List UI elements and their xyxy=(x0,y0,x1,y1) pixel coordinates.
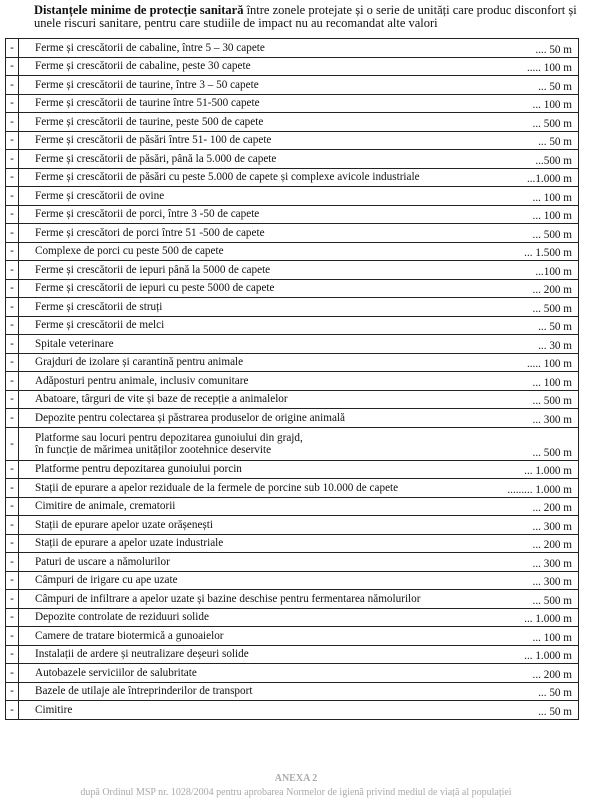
row-content xyxy=(19,335,579,354)
row-dash: - xyxy=(6,76,19,95)
row-distance: ... 500 m xyxy=(532,594,572,607)
row-dash: - xyxy=(6,571,19,590)
table-row xyxy=(6,701,579,720)
row-content xyxy=(19,409,579,428)
heading-rest: între zonele protejate și o serie de unități care produc disconfort și unele riscuri sanitare, pentru care studiile de impact nu au recomandat alte valori xyxy=(34,3,577,30)
row-label: Ferme și crescătorii de melci xyxy=(35,319,165,332)
row-content xyxy=(19,353,579,372)
row-content xyxy=(19,701,579,720)
table-row xyxy=(6,279,579,298)
table-row xyxy=(6,390,579,409)
table-row xyxy=(6,335,579,354)
row-dash: - xyxy=(6,224,19,243)
row-content xyxy=(19,261,579,280)
row-dash: - xyxy=(6,335,19,354)
row-content xyxy=(19,645,579,664)
row-content xyxy=(19,224,579,243)
row-label: Ferme și crescătorii de cabaline, între 5 – 30 capete xyxy=(35,41,265,54)
row-distance: ... 100 m xyxy=(532,376,572,389)
row-content xyxy=(19,479,579,498)
row-label: Ferme și crescătorii de taurine între 51-500 capete xyxy=(35,97,260,110)
table-row xyxy=(6,460,579,479)
row-label: Adăposturi pentru animale, inclusiv comunitare xyxy=(35,374,249,387)
table-row xyxy=(6,372,579,391)
row-label: Grajduri de izolare și carantină pentru animale xyxy=(35,356,244,369)
row-content xyxy=(19,664,579,683)
row-dash: - xyxy=(6,205,19,224)
row-distance: ... 50 m xyxy=(538,321,572,333)
row-label: Depozite pentru colectarea și păstrarea produselor de origine animală xyxy=(35,411,345,424)
row-dash: - xyxy=(6,497,19,516)
row-dash: - xyxy=(6,664,19,683)
table-row xyxy=(6,298,579,317)
row-distance: ... 300 m xyxy=(532,557,572,570)
row-dash: - xyxy=(6,390,19,409)
row-label: Ferme și crescătorii de ovine xyxy=(35,189,165,202)
row-content xyxy=(19,627,579,646)
row-content xyxy=(19,187,579,206)
row-dash: - xyxy=(6,242,19,261)
row-label: Ferme și crescătorii de păsări cu peste 5.000 de capete și complexe avicole industriale xyxy=(35,171,420,184)
row-distance: ... 100 m xyxy=(532,191,572,204)
table-row xyxy=(6,497,579,516)
table-row xyxy=(6,57,579,76)
row-label: Ferme și crescătorii de porci, între 3 -50 de capete xyxy=(35,208,260,221)
row-distance: ......... 1.000 m xyxy=(507,483,572,496)
table-row xyxy=(6,427,579,460)
row-label: Ferme și crescătorii de iepuri cu peste 5000 de capete xyxy=(35,282,275,295)
row-content xyxy=(19,571,579,590)
table-row xyxy=(6,224,579,243)
table-row xyxy=(6,682,579,701)
row-content xyxy=(19,205,579,224)
row-content xyxy=(19,298,579,317)
row-content xyxy=(19,682,579,701)
row-distance: ... 500 m xyxy=(532,395,572,407)
row-distance: ..... 100 m xyxy=(526,358,572,370)
row-dash: - xyxy=(6,298,19,317)
row-distance: ... 300 m xyxy=(532,413,572,426)
row-content xyxy=(19,553,579,572)
row-dash: - xyxy=(6,516,19,535)
row-dash: - xyxy=(6,57,19,76)
row-label: Ferme și crescătorii de cabaline, peste 30 capete xyxy=(35,60,251,73)
row-label: Cimitire xyxy=(35,703,73,716)
row-label: Câmpuri de infiltrare a apelor uzate și bazine deschise pentru fermentarea nămolurilor xyxy=(35,592,421,605)
row-distance: ... 50 m xyxy=(538,687,572,699)
row-dash: - xyxy=(6,261,19,280)
row-content xyxy=(19,497,579,516)
table-row xyxy=(6,168,579,187)
row-label: Bazele de utilaje ale întreprinderilor de transport xyxy=(35,685,253,698)
annex-source: după Ordinul MSP nr. 1028/2004 pentru aprobarea Normelor de igienă privind mediul de viață al populației xyxy=(80,787,512,798)
row-label: Instalații de ardere și neutralizare deșeuri solide xyxy=(35,648,249,661)
row-label: Abatoare, târguri de vite și baze de recepție a animalelor xyxy=(35,393,288,406)
row-content xyxy=(19,39,579,58)
row-content xyxy=(19,242,579,261)
row-distance: ... 1.500 m xyxy=(524,247,572,259)
row-label: Ferme și crescătorii de struți xyxy=(35,300,163,313)
row-distance: ... 30 m xyxy=(538,339,572,352)
row-distance: ..... 100 m xyxy=(526,62,572,74)
row-distance: ... 100 m xyxy=(532,99,572,111)
row-dash: - xyxy=(6,39,19,58)
table-row xyxy=(6,113,579,132)
row-distance: ...100 m xyxy=(535,265,572,278)
row-label: Câmpuri de irigare cu ape uzate xyxy=(35,574,178,587)
table-row xyxy=(6,261,579,280)
row-label: Stații de epurare apelor uzate orășenești xyxy=(35,518,213,531)
row-distance: ... 200 m xyxy=(532,668,572,681)
row-dash: - xyxy=(6,94,19,113)
row-content xyxy=(19,94,579,113)
table-heading xyxy=(34,4,586,30)
row-dash: - xyxy=(6,131,19,150)
table-row xyxy=(6,608,579,627)
heading-bold: Distanțele minime de protecție sanitară xyxy=(34,3,244,17)
row-distance: ... 500 m xyxy=(532,302,572,315)
table-row xyxy=(6,590,579,609)
row-dash: - xyxy=(6,353,19,372)
table-row xyxy=(6,242,579,261)
row-label: Depozite controlate de reziduuri solide xyxy=(35,611,209,624)
table-row xyxy=(6,187,579,206)
row-content xyxy=(19,516,579,535)
row-content xyxy=(19,460,579,479)
table-row xyxy=(6,205,579,224)
row-distance: ...500 m xyxy=(535,154,572,167)
row-content xyxy=(19,131,579,150)
table-row xyxy=(6,150,579,169)
row-label-line2: în funcție de mărimea unităților zootehnice deservite xyxy=(35,443,272,456)
row-content xyxy=(19,608,579,627)
table-row xyxy=(6,316,579,335)
row-dash: - xyxy=(6,279,19,298)
table-row xyxy=(6,534,579,553)
row-label: Ferme și crescătorii de taurine, între 3 – 50 capete xyxy=(35,78,259,91)
row-content xyxy=(19,150,579,169)
row-content xyxy=(19,372,579,391)
row-dash: - xyxy=(6,534,19,553)
table-row xyxy=(6,571,579,590)
row-label: Stații de epurare a apelor reziduale de la fermele de porcine sub 10.000 de capete xyxy=(35,481,399,494)
row-content xyxy=(19,590,579,609)
row-distance: ... 100 m xyxy=(532,631,572,644)
row-distance: ... 200 m xyxy=(532,284,572,296)
table-row xyxy=(6,479,579,498)
row-dash: - xyxy=(6,701,19,720)
row-dash: - xyxy=(6,168,19,187)
row-distance: ... 100 m xyxy=(532,210,572,222)
row-dash: - xyxy=(6,479,19,498)
row-dash: - xyxy=(6,427,19,460)
row-distance: ... 300 m xyxy=(532,520,572,533)
row-distance: ... 50 m xyxy=(538,705,572,718)
row-dash: - xyxy=(6,553,19,572)
row-content xyxy=(19,279,579,298)
row-distance: ... 50 m xyxy=(538,80,572,93)
row-distance: ... 500 m xyxy=(532,446,572,459)
row-label: Autobazele serviciilor de salubritate xyxy=(35,666,197,679)
row-label: Ferme și crescătorii de păsări, până la 5.000 de capete xyxy=(35,152,277,165)
row-label: Ferme și crescătorii de iepuri până la 5000 de capete xyxy=(35,263,271,276)
row-distance: ... 1.000 m xyxy=(524,650,572,662)
table-row xyxy=(6,353,579,372)
row-content xyxy=(19,534,579,553)
row-label: Stații de epurare a apelor uzate industriale xyxy=(35,537,224,550)
row-dash: - xyxy=(6,409,19,428)
distances-table xyxy=(5,38,579,720)
row-label: Paturi de uscare a nămolurilor xyxy=(35,555,170,568)
row-content xyxy=(19,390,579,409)
annex-title: ANEXA 2 xyxy=(274,773,318,784)
row-distance: ... 50 m xyxy=(538,136,572,148)
row-label: Ferme și crescătorii de taurine, peste 500 de capete xyxy=(35,115,264,128)
row-dash: - xyxy=(6,187,19,206)
table-row xyxy=(6,131,579,150)
row-dash: - xyxy=(6,150,19,169)
row-dash: - xyxy=(6,608,19,627)
row-content xyxy=(19,427,579,460)
row-dash: - xyxy=(6,590,19,609)
row-dash: - xyxy=(6,627,19,646)
row-distance: ... 500 m xyxy=(532,228,572,241)
table-row xyxy=(6,553,579,572)
row-distance: ...1.000 m xyxy=(526,173,572,185)
table-row xyxy=(6,627,579,646)
row-distance: ... 1.000 m xyxy=(524,613,572,625)
table-row xyxy=(6,516,579,535)
row-label: Ferme și crescătorii de păsări între 51- 100 de capete xyxy=(35,134,272,147)
row-distance: .... 50 m xyxy=(535,43,572,56)
row-dash: - xyxy=(6,645,19,664)
table-row xyxy=(6,94,579,113)
row-distance: ... 300 m xyxy=(532,576,572,588)
row-distance: ... 200 m xyxy=(532,502,572,514)
row-label: Spitale veterinare xyxy=(35,337,114,350)
row-label: Cimitire de animale, crematorii xyxy=(35,500,176,513)
row-dash: - xyxy=(6,682,19,701)
row-label: Ferme și crescători de porci între 51 -500 de capete xyxy=(35,226,265,239)
row-dash: - xyxy=(6,372,19,391)
row-dash: - xyxy=(6,316,19,335)
table-row xyxy=(6,76,579,95)
row-distance: ... 200 m xyxy=(532,539,572,551)
row-dash: - xyxy=(6,460,19,479)
table-row xyxy=(6,409,579,428)
table-row xyxy=(6,664,579,683)
table-row xyxy=(6,645,579,664)
row-label: Platforme pentru depozitarea gunoiului porcin xyxy=(35,463,242,476)
row-content xyxy=(19,113,579,132)
row-label: Platforme sau locuri pentru depozitarea gunoiului din grajd, xyxy=(35,431,303,444)
table-row xyxy=(6,39,579,58)
row-distance: ... 500 m xyxy=(532,117,572,130)
row-content xyxy=(19,76,579,95)
row-label: Camere de tratare biotermică a gunoaielor xyxy=(35,629,224,642)
row-distance: ... 1.000 m xyxy=(524,465,572,477)
row-content xyxy=(19,168,579,187)
row-label: Complexe de porci cu peste 500 de capete xyxy=(35,245,224,258)
row-content xyxy=(19,57,579,76)
row-content xyxy=(19,316,579,335)
row-dash: - xyxy=(6,113,19,132)
